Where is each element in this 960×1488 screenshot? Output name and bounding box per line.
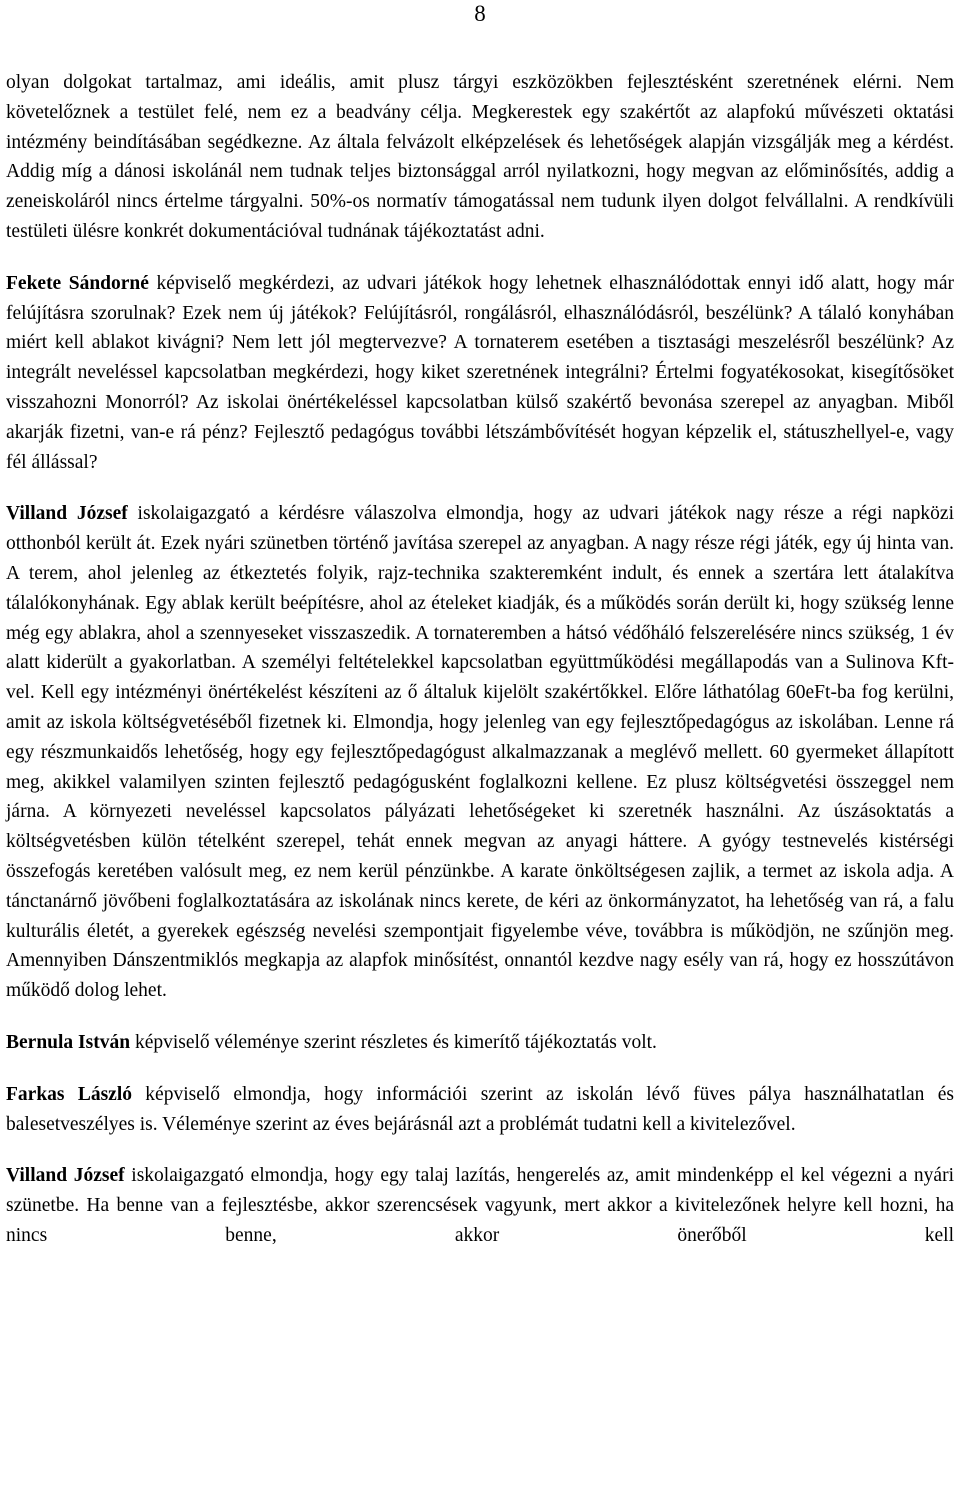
paragraph-text: olyan dolgokat tartalmaz, ami ideális, amit plusz tárgyi eszközökben fejlesztésként szeretnének elérni. Nem követelőznek a testület felé, nem ez a beadvány célja. Megkerestek egy szakértőt az alapfokú művészeti oktatási intézmény beindításában segédkezne. Az általa felvázolt elképzelések és lehetőségek alapján vizsgálják meg a kérdést. Addig míg a dánosi iskolánál nem tudnak teljes biztonsággal arról nyilatkozni, hogy megvan az előminősítés, addig a zeneiskoláról nincs értelme tárgyalni. 50%-os normatív támogatással nem tudunk ilyen dolgot felvállalni. A rendkívüli testületi ülésre konkrét dokumentációval tudnának tájékoztatást adni. bbox=[6, 72, 954, 242]
paragraph-1 bbox=[6, 68, 954, 247]
paragraph-2 bbox=[6, 269, 954, 478]
speaker-name: Villand József bbox=[6, 503, 128, 525]
paragraph-6 bbox=[6, 1161, 954, 1250]
paragraph-text: iskolaigazgató elmondja, hogy egy talaj lazítás, hengerelés az, amit mindenképp el kel végezni a nyári szünetbe. Ha benne van a fejlesztésbe, akkor szerencsések vagyunk, mert akkor a kivitelezőnek helyre kell hozni, ha nincs benne, akkor önerőből kell bbox=[6, 1165, 955, 1246]
paragraph-text: képviselő megkérdezi, az udvari játékok hogy lehetnek elhasználódottak ennyi idő alatt, hogy már felújításra szorulnak? Ezek nem új játékok? Felújításról, rongálásról, elhasználódásról, beszélünk? A tálaló konyhában miért kell ablakot kivágni? Nem lett jól megtervezve? A tornaterem esetében a tisztasági meszelésről beszélünk? Az integrált neveléssel kapcsolatban megkérdezi, hogy kiket szeretnének integrálni? Értelmi fogyatékosokat, kisegítősöket visszahozni Monorról? Az iskolai önértékeléssel kapcsolatban külső szakértő bevonása szerepel az anyagban. Miből akarják fizetni, van-e rá pénz? Fejlesztő pedagógus további létszámbővítését hogyan képzelik el, státuszhellyel-e, vagy fél állással? bbox=[6, 272, 954, 473]
paragraph-5 bbox=[6, 1080, 954, 1140]
speaker-name: Bernula István bbox=[6, 1031, 131, 1053]
paragraph-text: képviselő véleménye szerint részletes és kimerítő tájékoztatás volt. bbox=[130, 1031, 657, 1053]
page-number: 8 bbox=[474, 1, 486, 26]
speaker-name: Villand József bbox=[6, 1165, 125, 1187]
speaker-name: Fekete Sándorné bbox=[6, 272, 149, 294]
speaker-name: Farkas László bbox=[6, 1083, 132, 1105]
paragraph-3 bbox=[6, 499, 954, 1006]
paragraph-4 bbox=[6, 1028, 954, 1058]
document-body bbox=[6, 68, 954, 1251]
paragraph-text: iskolaigazgató a kérdésre válaszolva elmondja, hogy az udvari játékok nagy része a régi napközi otthonból került át. Ezek nyári szünetben történő javítása szerepel az anyagban. A nagy része régi játék, egy új hinta van. A terem, ahol jelenleg az étkeztetés folyik, rajz-technika szakteremként indult, és ennek a szertára lett átalakítva tálalókonyhának. Egy ablak került beépítésre, ahol az ételeket kiadják, és a működés során derült ki, hogy szükség lenne még egy ablakra, ahol a szennyeseket visszaszedik. A tornateremben a hátsó védőháló felszerelésére nincs szükség, 1 év alatt kiderült a gyakorlatban. A személyi feltételekkel kapcsolatban együttműködési megállapodás van a Sulinova Kft-vel. Kell egy intézményi önértékelést készíteni az ő általuk kijelölt szakértőkkel. Előre láthatólag 60eFt-ba fog kerülni, amit az iskola költségvetéséből fizetnek ki. Elmondja, hogy jelenleg van egy fejlesztőpedagógus az iskolában. Lenne rá egy részmunkaidős lehetőség, hogy egy fejlesztőpedagógust alkalmazzanak a meglévő mellett. 60 gyermeket állapított meg, akikkel valamilyen szinten fejlesztő pedagógusként foglalkozni kellene. Ez plusz költségvetési összeggel nem járna. A környezeti neveléssel kapcsolatos pályázati lehetőségeket ki szeretnék használni. Az úszásoktatás a költségvetésben külön tételként szerepel, tehát ennek megvan az anyagi háttere. A gyógy testnevelés kistérségi összefogás keretében valósult meg, ez nem kerül pénzünkbe. A karate önköltségesen zajlik, a termet az iskola adja. A tánctanárnő jövőbeni foglalkoztatására az iskolának nincs kerete, de kéri az önkormányzatot, ha lehetőség van rá, a falu kulturális életét, a gyerekek egészség nevelési szempontjait figyelembe véve, továbbra is működjön, ne szűnjön meg. Amennyiben Dánszentmiklós megkapja az alapfok minősítést, onnantól kezdve nagy esély van rá, hogy ez hosszútávon működő dolog lehet. bbox=[6, 503, 954, 1002]
paragraph-text: képviselő elmondja, hogy információi szerint az iskolán lévő füves pálya használhatatlan és balesetveszélyes is. Véleménye szerint az éves bejárásnál azt a problémát tudatni kell a kivitelezővel. bbox=[6, 1083, 954, 1135]
